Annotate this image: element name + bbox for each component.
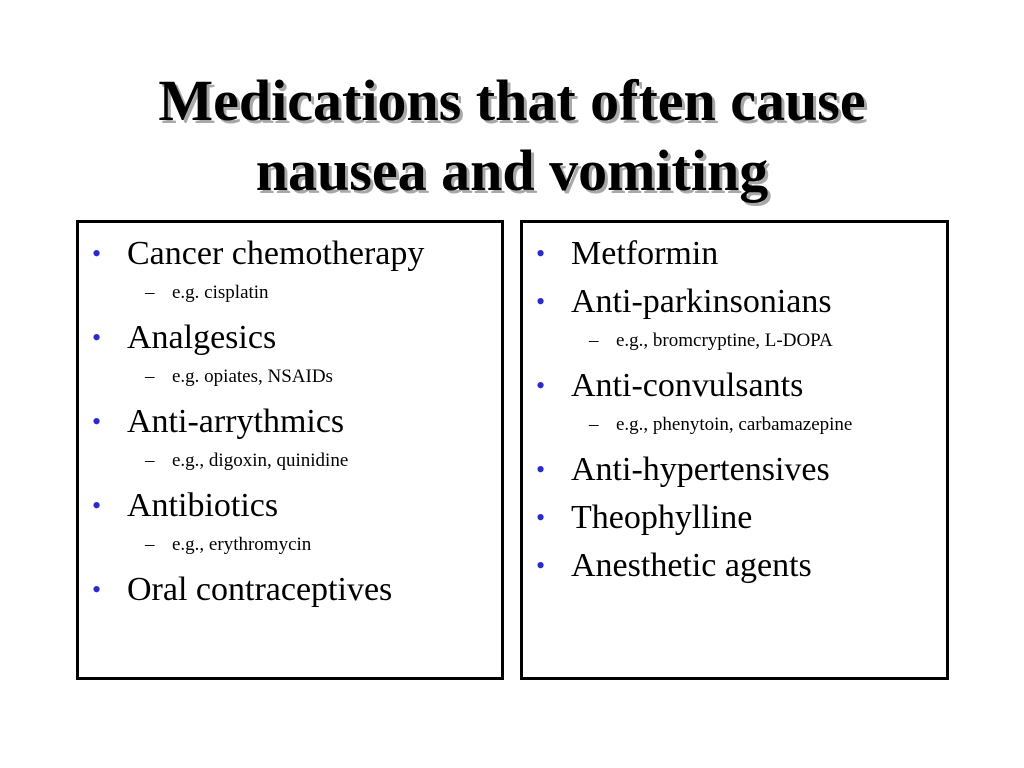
list-item xyxy=(79,569,501,611)
left-column-box xyxy=(76,220,504,680)
sub-item-label: e.g., digoxin, quinidine xyxy=(172,450,349,471)
list-item xyxy=(79,401,501,443)
sub-item xyxy=(79,365,501,389)
bullet-icon: • xyxy=(92,239,102,268)
bullet-icon: • xyxy=(92,575,102,604)
list-item xyxy=(523,497,946,539)
title-line-2: nausea and vomiting xyxy=(255,138,769,203)
right-column-box xyxy=(520,220,949,680)
bullet-icon: • xyxy=(92,491,102,520)
item-label: Antibiotics xyxy=(127,487,279,524)
item-label: Anti-hypertensives xyxy=(571,451,830,488)
list-item xyxy=(79,485,501,527)
list-item xyxy=(79,317,501,359)
sub-item xyxy=(79,449,501,473)
bullet-icon: • xyxy=(536,239,546,268)
title-line-1: Medications that often cause xyxy=(158,68,866,133)
dash-icon: – xyxy=(145,534,155,555)
item-label: Anti-parkinsonians xyxy=(571,283,832,320)
item-label: Anesthetic agents xyxy=(571,547,812,584)
item-label: Anti-arrythmics xyxy=(127,403,345,440)
list-item xyxy=(523,233,946,275)
dash-icon: – xyxy=(145,366,155,387)
item-label: Theophylline xyxy=(571,499,753,536)
list-item xyxy=(523,545,946,587)
list-item xyxy=(523,449,946,491)
dash-icon: – xyxy=(145,450,155,471)
bullet-icon: • xyxy=(536,287,546,316)
item-label: Oral contraceptives xyxy=(127,571,393,608)
dash-icon: – xyxy=(145,282,155,303)
dash-icon: – xyxy=(589,414,599,435)
sub-item-label: e.g. opiates, NSAIDs xyxy=(172,366,333,387)
sub-item-label: e.g. cisplatin xyxy=(172,282,269,303)
slide-title xyxy=(0,66,1024,206)
dash-icon: – xyxy=(589,330,599,351)
sub-item-label: e.g., phenytoin, carbamazepine xyxy=(616,414,853,435)
list-item xyxy=(523,281,946,323)
sub-item xyxy=(79,281,501,305)
item-label: Metformin xyxy=(571,235,719,272)
item-label: Analgesics xyxy=(127,319,277,356)
sub-item-label: e.g., erythromycin xyxy=(172,534,312,555)
item-label: Cancer chemotherapy xyxy=(127,235,425,272)
bullet-icon: • xyxy=(536,551,546,580)
item-label: Anti-convulsants xyxy=(571,367,804,404)
sub-item xyxy=(523,329,946,353)
list-item xyxy=(523,365,946,407)
bullet-icon: • xyxy=(536,503,546,532)
bullet-icon: • xyxy=(536,371,546,400)
list-item xyxy=(79,233,501,275)
sub-item xyxy=(79,533,501,557)
bullet-icon: • xyxy=(92,323,102,352)
right-column-list xyxy=(523,233,946,593)
sub-item-label: e.g., bromcryptine, L-DOPA xyxy=(616,330,833,351)
bullet-icon: • xyxy=(536,455,546,484)
sub-item xyxy=(523,413,946,437)
bullet-icon: • xyxy=(92,407,102,436)
left-column-list xyxy=(79,233,501,617)
